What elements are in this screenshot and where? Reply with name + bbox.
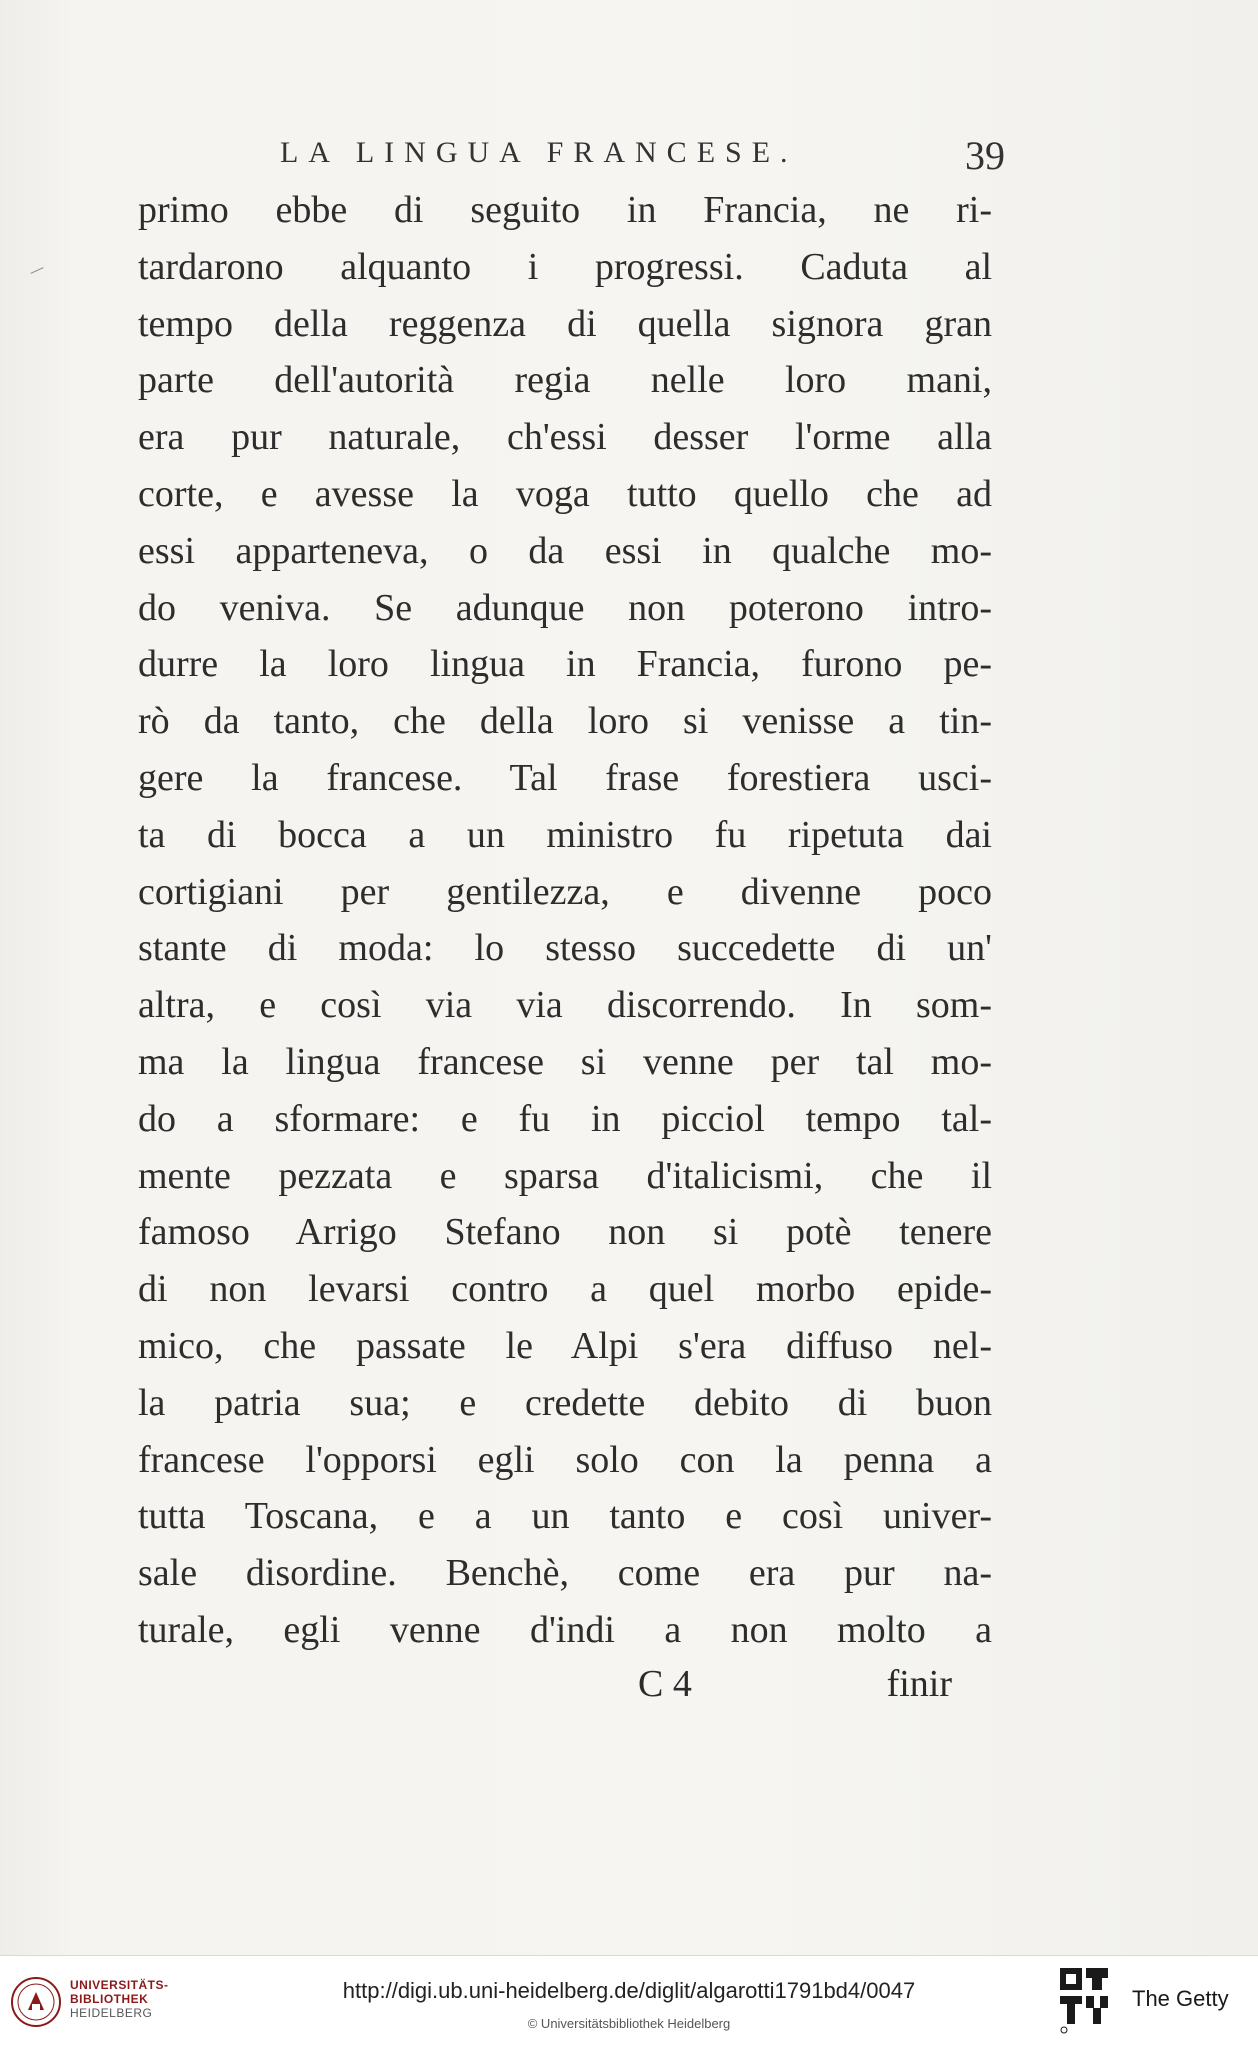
text-line: do a sformare: e fu in picciol tempo tal- [138, 1097, 992, 1140]
partner-name: The Getty [1132, 1986, 1229, 2011]
text-line: durre la loro lingua in Francia, furono pe- [138, 643, 992, 686]
text-line: tempo della reggenza di quella signora gran [138, 302, 992, 345]
text-line: ta di bocca a un ministro fu ripetuta dai [138, 813, 992, 856]
text-line: famoso Arrigo Stefano non si potè tenere [138, 1211, 992, 1254]
body-text [138, 182, 992, 1659]
text-line: stante di moda: lo stesso succedette di un' [138, 927, 992, 970]
text-line: francese l'opporsi egli solo con la penna a [138, 1438, 992, 1481]
signature-mark: C 4 [638, 1663, 692, 1705]
copyright-notice: © Universitätsbibliothek Heidelberg [527, 2016, 731, 2031]
permalink-url[interactable]: http://digi.ub.uni-heidelberg.de/diglit/algarotti1791bd4/0047 [342, 1978, 916, 2003]
text-line: tutta Toscana, e a un tanto e così univer- [138, 1495, 992, 1538]
getty-logo-icon [1058, 1966, 1110, 2036]
text-line: corte, e avesse la voga tutto quello che ad [138, 472, 992, 515]
text-line: gere la francese. Tal frase forestiera usci- [138, 756, 992, 799]
margin-mark [30, 267, 43, 274]
running-title: LA LINGUA FRANCESE. [280, 136, 798, 169]
text-line: altra, e così via via discorrendo. In som- [138, 984, 992, 1027]
text-line: era pur naturale, ch'essi desser l'orme alla [138, 416, 992, 459]
text-line: do veniva. Se adunque non poterono intro- [138, 586, 992, 629]
text-line: primo ebbe di seguito in Francia, ne ri- [138, 189, 992, 231]
text-line: la patria sua; e credette debito di buon [138, 1381, 992, 1424]
text-line: mico, che passate le Alpi s'era diffuso nel- [138, 1324, 992, 1367]
text-line: tardarono alquanto i progressi. Caduta al [138, 245, 992, 288]
text-line: sale disordine. Benchè, come era pur na- [138, 1552, 992, 1595]
catchword: finir [886, 1663, 952, 1705]
text-line: turale, egli venne d'indi a non molto a [138, 1608, 992, 1651]
text-line: mente pezzata e sparsa d'italicismi, che il [138, 1154, 992, 1197]
footer-bar [0, 1955, 1258, 2048]
page-number: 39 [965, 133, 1005, 178]
library-name: UNIVERSITÄTS- BIBLIOTHEK HEIDELBERG [70, 1978, 169, 2020]
catchline [138, 1656, 992, 1712]
text-line: essi apparteneva, o da essi in qualche mo- [138, 529, 992, 572]
text-line: parte dell'autorità regia nelle loro mani, [138, 359, 992, 402]
text-line: di non levarsi contro a quel morbo epide- [138, 1268, 992, 1311]
text-line: ma la lingua francese si venne per tal mo- [138, 1040, 992, 1083]
text-line: cortigiani per gentilezza, e divenne poco [138, 870, 992, 913]
running-head [280, 133, 1005, 184]
text-line: rò da tanto, che della loro si venisse a tin- [138, 700, 992, 743]
